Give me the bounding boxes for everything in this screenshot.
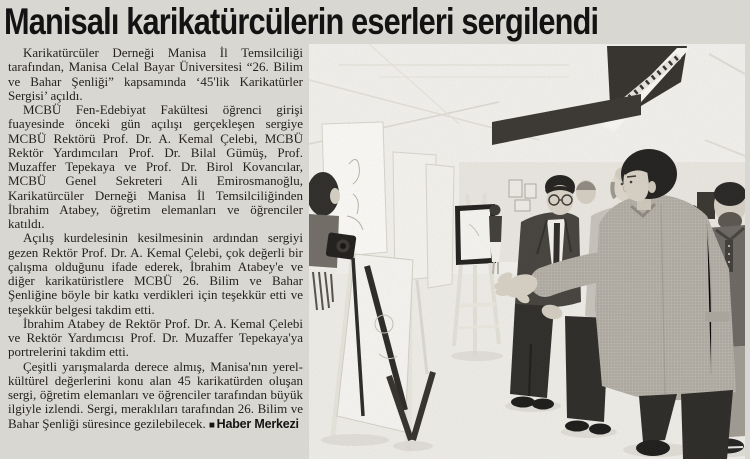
- headline: Manisalı karikatürcülerin eserleri sergilendi: [4, 1, 599, 42]
- paragraph: [8, 360, 303, 433]
- byline-text: Haber Merkezi: [216, 416, 299, 431]
- paragraph: MCBÜ Fen-Edebiyat Fakültesi öğrenci girişi fuayesinde önceki gün açılışı gerçekleşen sergiye MCBÜ Rektörü Prof. Dr. A. Kemal Çelebi, MCBÜ Rektör Yardımcıları Prof. Dr. Bilal Gümüş, Prof. Muzaffer Tepekaya ve Prof. Dr. Birol Kovancılar, MCBÜ Genel Sekreteri Ali Emirosmanoğlu, Karikatürcüler Derneği Manisa İl Temsilciliğinden İbrahim Atabey, öğretim elemanları ve öğrenciler katıldı.: [8, 102, 303, 231]
- article-text-column: [0, 44, 309, 459]
- paragraph-text: Çeşitli yarışmalarda derece almış, Manisa'nın yerel-kültürel değerlerini konu alan 45 karikatürden oluşan sergi, öğretim elemanları ve öğrenciler tarafından büyük ilgiyle izlendi. Sergi, meraklıları tarafından 26. Bilim ve Bahar Şenliği süresince gezilebilecek.: [8, 358, 303, 431]
- byline: [206, 417, 299, 431]
- byline-marker: ■: [208, 419, 215, 431]
- paragraph: Açılış kurdelesinin kesilmesinin ardından sergiyi gezen Rektör Prof. Dr. A. Kemal Çelebi, çok değerli bir çalışma olduğunu ifade ederek, İbrahim Atabey'e ve diğer karikatüristlere MCBÜ 26. Bilim ve Bahar Şenliğine böyle bir katkı verdikleri için teşekkür etti ve teşekkür belgesi takdim etti.: [8, 230, 303, 317]
- halftone-grain: [309, 44, 745, 459]
- article-photo: [309, 44, 745, 459]
- headline-bar: [0, 0, 750, 44]
- paragraph: Karikatürcüler Derneği Manisa İl Temsilciliği tarafından, Manisa Celal Bayar Üniversitesi “26. Bilim ve Bahar Şenliği” kapsamında ‘45'lik Karikatürler Sergisi’ açıldı.: [8, 45, 303, 103]
- paragraph: İbrahim Atabey de Rektör Prof. Dr. A. Kemal Çelebi ve Rektör Yardımcısı Prof. Dr. Muzaffer Tepekaya'ya portrelerini takdim etti.: [8, 315, 303, 360]
- article-body: [0, 44, 750, 459]
- exhibition-photo-illustration: [309, 44, 745, 459]
